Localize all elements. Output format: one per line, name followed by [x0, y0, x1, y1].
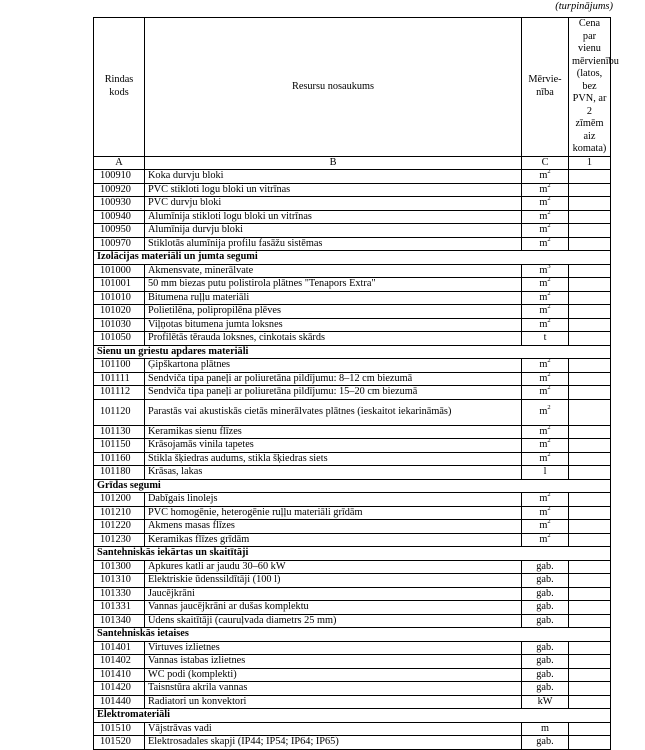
row-unit [522, 520, 569, 534]
unit-text: m [539, 520, 548, 531]
section-header-row [94, 709, 611, 723]
row-code: 101120 [94, 399, 145, 425]
row-code: 101220 [94, 520, 145, 534]
row-code: 100950 [94, 224, 145, 238]
unit-text: gab. [536, 736, 554, 747]
section-header-row [94, 251, 611, 265]
unit-text: m [539, 372, 548, 384]
header-name: Resursu nosaukums [145, 18, 522, 157]
table-row [94, 183, 611, 197]
unit-text: m [539, 237, 548, 249]
row-name: Vannas jaucējkrāni ar dušas komplektu [145, 601, 522, 615]
unit-text: m [539, 439, 548, 450]
row-unit [522, 399, 569, 425]
table-row [94, 695, 611, 709]
row-name: WC podi (komplekti) [145, 668, 522, 682]
unit-text: gab. [536, 655, 554, 666]
unit-text: m [539, 264, 548, 276]
row-price-cell [569, 318, 611, 332]
row-code: 101330 [94, 587, 145, 601]
row-code: 101401 [94, 641, 145, 655]
row-price-cell [569, 614, 611, 628]
row-code: 101200 [94, 493, 145, 507]
row-price-cell [569, 425, 611, 439]
resource-price-table [93, 17, 619, 750]
row-code: 101130 [94, 425, 145, 439]
row-name: Radiatori un konvektori [145, 695, 522, 709]
unit-exponent: 2 [547, 195, 551, 202]
unit-text: m [539, 224, 548, 235]
row-name: Dabīgais linolejs [145, 493, 522, 507]
table-row [94, 359, 611, 373]
row-name: PVC durvju bloki [145, 197, 522, 211]
row-name: Elektriskie ūdenssildītāji (100 l) [145, 574, 522, 588]
row-name: Parastās vai akustiskās cietās minerālvates plātnes (ieskaitot iekarināmās) [145, 399, 522, 425]
unit-text: gab. [536, 682, 554, 693]
table-row [94, 601, 611, 615]
table-row [94, 587, 611, 601]
row-unit [522, 237, 569, 251]
row-price-cell [569, 452, 611, 466]
unit-text: gab. [536, 641, 554, 653]
unit-text: m [539, 170, 548, 181]
row-code: 101001 [94, 278, 145, 292]
unit-text: m [539, 386, 548, 397]
unit-exponent: 2 [547, 276, 551, 283]
header-row [94, 18, 611, 157]
row-name: Profilētās tērauda loksnes, cinkotais skārds [145, 332, 522, 346]
row-price-cell [569, 668, 611, 682]
unit-exponent: 2 [547, 531, 551, 539]
unit-exponent: 2 [547, 316, 551, 324]
row-name: Alumīnija stikloti logu bloki un vitrīnas [145, 210, 522, 224]
row-code: 101112 [94, 386, 145, 400]
unit-text: gab. [536, 668, 554, 680]
table-row [94, 466, 611, 480]
table-row [94, 278, 611, 292]
row-unit [522, 210, 569, 224]
table-row [94, 372, 611, 386]
row-name: Koka durvju bloki [145, 170, 522, 184]
row-name: Alumīnija durvju bloki [145, 224, 522, 238]
row-unit [522, 668, 569, 682]
section-header-row [94, 547, 611, 561]
row-unit [522, 278, 569, 292]
unit-exponent: 2 [547, 491, 551, 498]
row-name: Sendviča tipa paneļi ar poliuretāna pildījumu: 8–12 cm biezumā [145, 372, 522, 386]
letter-code: A [94, 156, 145, 170]
row-unit [522, 359, 569, 373]
row-unit [522, 439, 569, 453]
row-price-cell [569, 264, 611, 278]
unit-exponent: 2 [547, 235, 551, 243]
row-code: 101030 [94, 318, 145, 332]
row-price-cell [569, 520, 611, 534]
row-code: 101340 [94, 614, 145, 628]
unit-exponent: 2 [547, 357, 551, 364]
row-name: Bitumena ruļļu materiāli [145, 291, 522, 305]
row-name: Viļņotas bitumena jumta loksnes [145, 318, 522, 332]
unit-exponent: 2 [547, 450, 551, 458]
row-unit [522, 224, 569, 238]
row-unit [522, 372, 569, 386]
row-unit [522, 425, 569, 439]
row-unit [522, 305, 569, 319]
letter-unit: C [522, 156, 569, 170]
row-name: Virtuves izlietnes [145, 641, 522, 655]
row-price-cell [569, 641, 611, 655]
row-code: 101510 [94, 722, 145, 736]
row-price-cell [569, 560, 611, 574]
table-row [94, 574, 611, 588]
row-code: 101420 [94, 682, 145, 696]
unit-text: gab. [536, 614, 554, 626]
row-name: Elektrosadales skapji (IP44; IP54; IP64; IP65) [145, 736, 522, 750]
unit-text: m [539, 533, 548, 545]
row-code: 101100 [94, 359, 145, 373]
row-unit [522, 641, 569, 655]
table-row [94, 614, 611, 628]
unit-text: t [543, 332, 547, 343]
row-code: 101180 [94, 466, 145, 480]
section-title: Santehniskās ietaises [94, 628, 611, 642]
row-name: PVC homogēnie, heterogēnie ruļļu materiāli grīdām [145, 506, 522, 520]
row-name: Akmens masas flīzes [145, 520, 522, 534]
table-row [94, 224, 611, 238]
unit-exponent: 3 [547, 262, 551, 270]
row-code: 101402 [94, 655, 145, 669]
table-row [94, 722, 611, 736]
row-unit [522, 291, 569, 305]
row-price-cell [569, 210, 611, 224]
section-title: Elektromateriāli [94, 709, 611, 723]
row-name: 50 mm biezas putu polistirola plātnes "Tenapors Extra" [145, 278, 522, 292]
row-price-cell [569, 533, 611, 547]
table-row [94, 533, 611, 547]
table-row [94, 668, 611, 682]
row-name: Taisnstūra akrila vannas [145, 682, 522, 696]
row-name: Krāsojamās vinila tapetes [145, 439, 522, 453]
row-name: Sendviča tipa paneļi ar poliuretāna pildījumu: 15–20 cm biezumā [145, 386, 522, 400]
row-code: 101210 [94, 506, 145, 520]
row-code: 101150 [94, 439, 145, 453]
row-unit [522, 682, 569, 696]
row-price-cell [569, 197, 611, 211]
unit-exponent: 2 [547, 370, 551, 378]
section-header-row [94, 628, 611, 642]
row-name: Krāsas, lakas [145, 466, 522, 480]
row-price-cell [569, 170, 611, 184]
row-price-cell [569, 278, 611, 292]
table-row [94, 439, 611, 453]
unit-text: m [539, 506, 548, 518]
unit-exponent: 2 [547, 168, 551, 175]
row-unit [522, 614, 569, 628]
row-price-cell [569, 305, 611, 319]
unit-text: m [539, 305, 548, 316]
unit-text: kW [537, 695, 553, 707]
table-row [94, 386, 611, 400]
row-price-cell [569, 574, 611, 588]
row-code: 100910 [94, 170, 145, 184]
section-title: Izolācijas materiāli un jumta segumi [94, 251, 611, 265]
row-price-cell [569, 332, 611, 346]
table-row [94, 332, 611, 346]
unit-text: m [539, 359, 548, 370]
unit-text: m [539, 493, 548, 504]
row-code: 101520 [94, 736, 145, 750]
row-price-cell [569, 439, 611, 453]
row-unit [522, 452, 569, 466]
continuation-label: (turpinājums) [555, 1, 613, 12]
header-unit: Mērvie-nība [522, 18, 569, 157]
row-price-cell [569, 682, 611, 696]
table-row [94, 493, 611, 507]
row-name: Ģipškartona plātnes [145, 359, 522, 373]
row-unit [522, 533, 569, 547]
unit-text: m [539, 291, 548, 303]
row-price-cell [569, 695, 611, 709]
unit-text: gab. [536, 574, 554, 585]
row-name: Keramikas flīzes grīdām [145, 533, 522, 547]
row-name: PVC stikloti logu bloki un vitrīnas [145, 183, 522, 197]
table-row [94, 452, 611, 466]
row-price-cell [569, 493, 611, 507]
section-header-row [94, 479, 611, 493]
row-unit [522, 493, 569, 507]
row-unit [522, 736, 569, 750]
table-row [94, 318, 611, 332]
row-price-cell [569, 722, 611, 736]
table-row [94, 520, 611, 534]
row-price-cell [569, 386, 611, 400]
row-unit [522, 318, 569, 332]
row-unit [522, 466, 569, 480]
row-name: Jaucējkrāni [145, 587, 522, 601]
row-code: 101310 [94, 574, 145, 588]
unit-text: m [539, 405, 548, 417]
row-price-cell [569, 359, 611, 373]
row-unit [522, 601, 569, 615]
row-price-cell [569, 587, 611, 601]
section-title: Santehniskās iekārtas un skaitītāji [94, 547, 611, 561]
row-unit [522, 183, 569, 197]
unit-exponent: 2 [547, 222, 551, 229]
row-unit [522, 587, 569, 601]
row-code: 101410 [94, 668, 145, 682]
unit-exponent: 2 [547, 208, 551, 216]
row-code: 100930 [94, 197, 145, 211]
table-row [94, 425, 611, 439]
unit-text: l [543, 466, 547, 477]
row-name: Vājstrāvas vadi [145, 722, 522, 736]
column-letters-row [94, 156, 611, 170]
unit-exponent: 2 [547, 384, 551, 391]
table-row [94, 560, 611, 574]
row-code: 101440 [94, 695, 145, 709]
unit-text: gab. [536, 560, 554, 572]
unit-text: m [540, 722, 549, 734]
row-name: Vannas istabas izlietnes [145, 655, 522, 669]
row-price-cell [569, 655, 611, 669]
row-code: 100970 [94, 237, 145, 251]
table-row [94, 210, 611, 224]
unit-exponent: 2 [547, 181, 551, 189]
table-row [94, 506, 611, 520]
row-code: 101230 [94, 533, 145, 547]
table-row [94, 170, 611, 184]
row-unit [522, 574, 569, 588]
row-price-cell [569, 506, 611, 520]
row-price-cell [569, 399, 611, 425]
unit-exponent: 2 [547, 423, 551, 431]
unit-text: m [539, 183, 548, 195]
table-row [94, 399, 611, 425]
row-unit [522, 506, 569, 520]
row-name: Polietilēna, polipropilēna plēves [145, 305, 522, 319]
unit-text: m [539, 425, 548, 437]
unit-text: m [539, 278, 548, 289]
unit-text: m [539, 452, 548, 464]
row-name: Keramikas sienu flīzes [145, 425, 522, 439]
row-name: Apkures katli ar jaudu 30–60 kW [145, 560, 522, 574]
unit-text: m [539, 318, 548, 330]
unit-text: gab. [536, 601, 554, 612]
row-unit [522, 264, 569, 278]
row-unit [522, 170, 569, 184]
row-price-cell [569, 224, 611, 238]
row-code: 101160 [94, 452, 145, 466]
unit-exponent: 2 [547, 403, 551, 411]
row-unit [522, 386, 569, 400]
row-code: 101050 [94, 332, 145, 346]
row-price-cell [569, 466, 611, 480]
row-price-cell [569, 237, 611, 251]
row-code: 100920 [94, 183, 145, 197]
row-code: 101020 [94, 305, 145, 319]
header-price: Cena par vienu mērvienību (latos, bez PVN, ar 2 zīmēm aiz komata) [569, 18, 611, 157]
row-unit [522, 695, 569, 709]
unit-exponent: 2 [547, 518, 551, 525]
table-row [94, 682, 611, 696]
section-title: Grīdas segumi [94, 479, 611, 493]
table-row [94, 237, 611, 251]
row-code: 101010 [94, 291, 145, 305]
row-price-cell [569, 372, 611, 386]
table-row [94, 655, 611, 669]
row-code: 101111 [94, 372, 145, 386]
table-row [94, 641, 611, 655]
row-price-cell [569, 183, 611, 197]
unit-exponent: 2 [547, 303, 551, 310]
table-row [94, 291, 611, 305]
row-unit [522, 722, 569, 736]
table-row [94, 197, 611, 211]
row-code: 101300 [94, 560, 145, 574]
row-price-cell [569, 736, 611, 750]
row-name: Stikla šķiedras audums, stikla šķiedras siets [145, 452, 522, 466]
row-unit [522, 560, 569, 574]
row-price-cell [569, 601, 611, 615]
row-code: 101000 [94, 264, 145, 278]
unit-text: m [539, 210, 548, 222]
table-body [94, 170, 611, 750]
section-title: Sienu un griestu apdares materiāli [94, 345, 611, 359]
unit-exponent: 2 [547, 289, 551, 297]
row-price-cell [569, 291, 611, 305]
row-code: 100940 [94, 210, 145, 224]
letter-price: 1 [569, 156, 611, 170]
table-row [94, 305, 611, 319]
table-row [94, 264, 611, 278]
row-name: Stiklotās alumīnija profilu fasāžu sistēmas [145, 237, 522, 251]
letter-name: B [145, 156, 522, 170]
table-row [94, 736, 611, 750]
row-unit [522, 197, 569, 211]
header-code: Rindas kods [94, 18, 145, 157]
row-name: Akmensvate, minerālvate [145, 264, 522, 278]
row-unit [522, 332, 569, 346]
row-name: Ūdens skaitītāji (cauruļvada diametrs 25 mm) [145, 614, 522, 628]
section-header-row [94, 345, 611, 359]
row-code: 101331 [94, 601, 145, 615]
unit-text: m [539, 197, 548, 208]
unit-exponent: 2 [547, 504, 551, 512]
unit-text: gab. [536, 587, 554, 599]
row-unit [522, 655, 569, 669]
unit-exponent: 2 [547, 437, 551, 444]
